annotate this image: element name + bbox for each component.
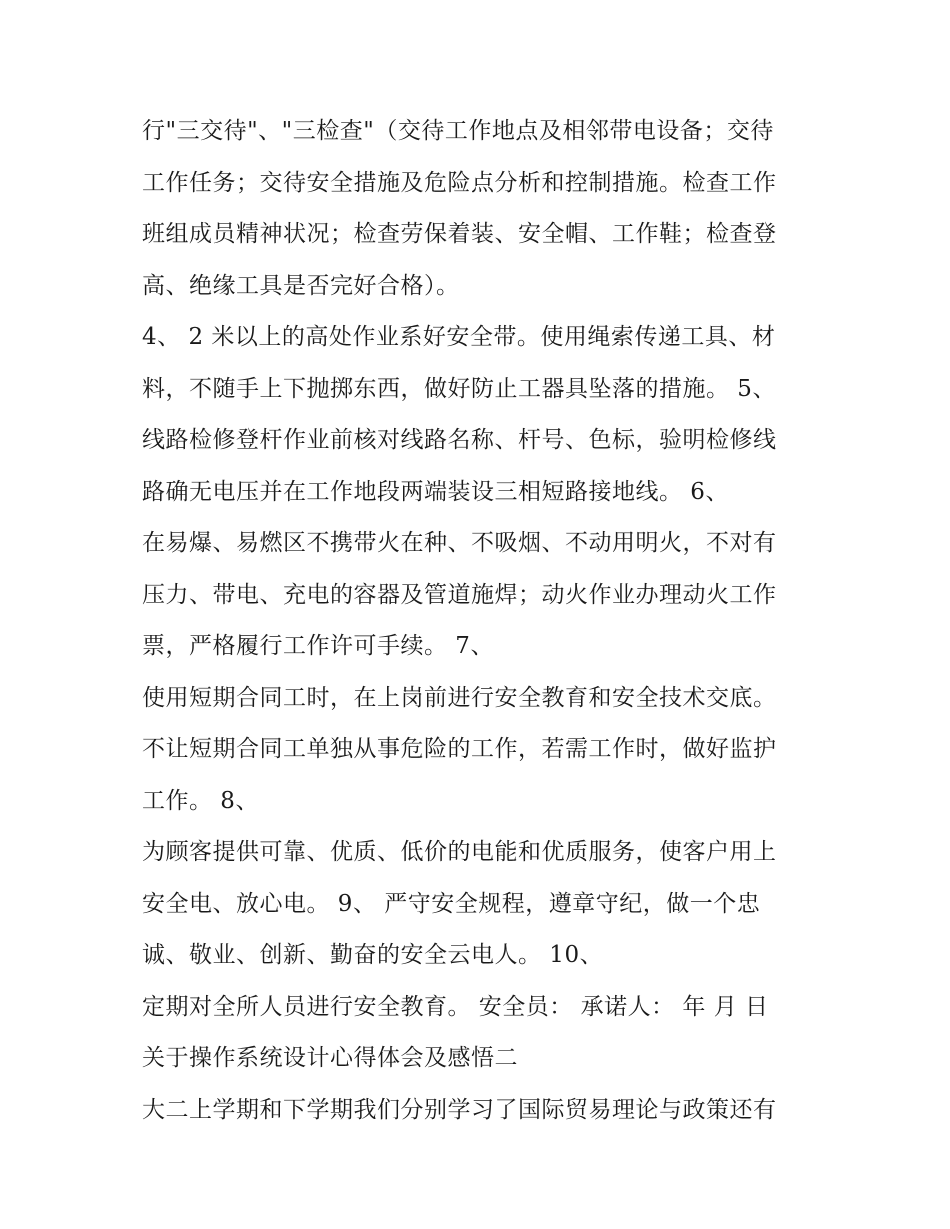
text-line: 为顾客提供可靠、优质、低价的电能和优质服务，使客户用上	[142, 839, 777, 865]
text-line: 行"三交待"、"三检查"（交待工作地点及相邻带电设备；交待	[142, 118, 774, 144]
document-body	[142, 106, 832, 1136]
text-line: 高、绝缘工具是否完好合格）。	[142, 272, 460, 299]
text-line: 使用短期合同工时，在上岗前进行安全教育和安全技术交底。	[142, 684, 777, 711]
text-line: 安全电、放心电。 9、 严守安全规程，遵章守纪，做一个忠	[142, 890, 761, 917]
text-line: 线路检修登杆作业前核对线路名称、杆号、色标，验明检修线	[142, 427, 777, 453]
text-line: 不让短期合同工单独从事危险的工作，若需工作时，做好监护	[142, 736, 777, 762]
section-heading: 关于操作系统设计心得体会及感悟二	[142, 1045, 518, 1071]
text-line: 在易爆、易燃区不携带火在种、不吸烟、不动用明火，不对有	[142, 530, 777, 556]
text-line: 4、 2 米以上的高处作业系好安全带。使用绳索传递工具、材	[142, 324, 776, 350]
text-line: 料，不随手上下抛掷东西，做好防止工器具坠落的措施。 5、	[142, 375, 776, 402]
text-line: 票，严格履行工作许可手续。 7、	[142, 633, 494, 659]
text-line: 工作任务；交待安全措施及危险点分析和控制措施。检查工作	[142, 169, 777, 196]
text-line: 大二上学期和下学期我们分别学习了国际贸易理论与政策还有	[142, 1096, 777, 1123]
text-line: 工作。 8、	[142, 787, 259, 814]
text-line: 诚、敬业、创新、勤奋的安全云电人。 10、	[142, 942, 604, 968]
text-line: 压力、带电、充电的容器及管道施焊；动火作业办理动火工作	[142, 581, 777, 608]
text-line: 路确无电压并在工作地段两端装设三相短路接地线。 6、	[142, 478, 729, 505]
text-line: 班组成员精神状况；检查劳保着装、安全帽、工作鞋；检查登	[142, 221, 777, 247]
text-line: 定期对全所人员进行安全教育。 安全员： 承诺人： 年 月 日	[142, 993, 769, 1020]
